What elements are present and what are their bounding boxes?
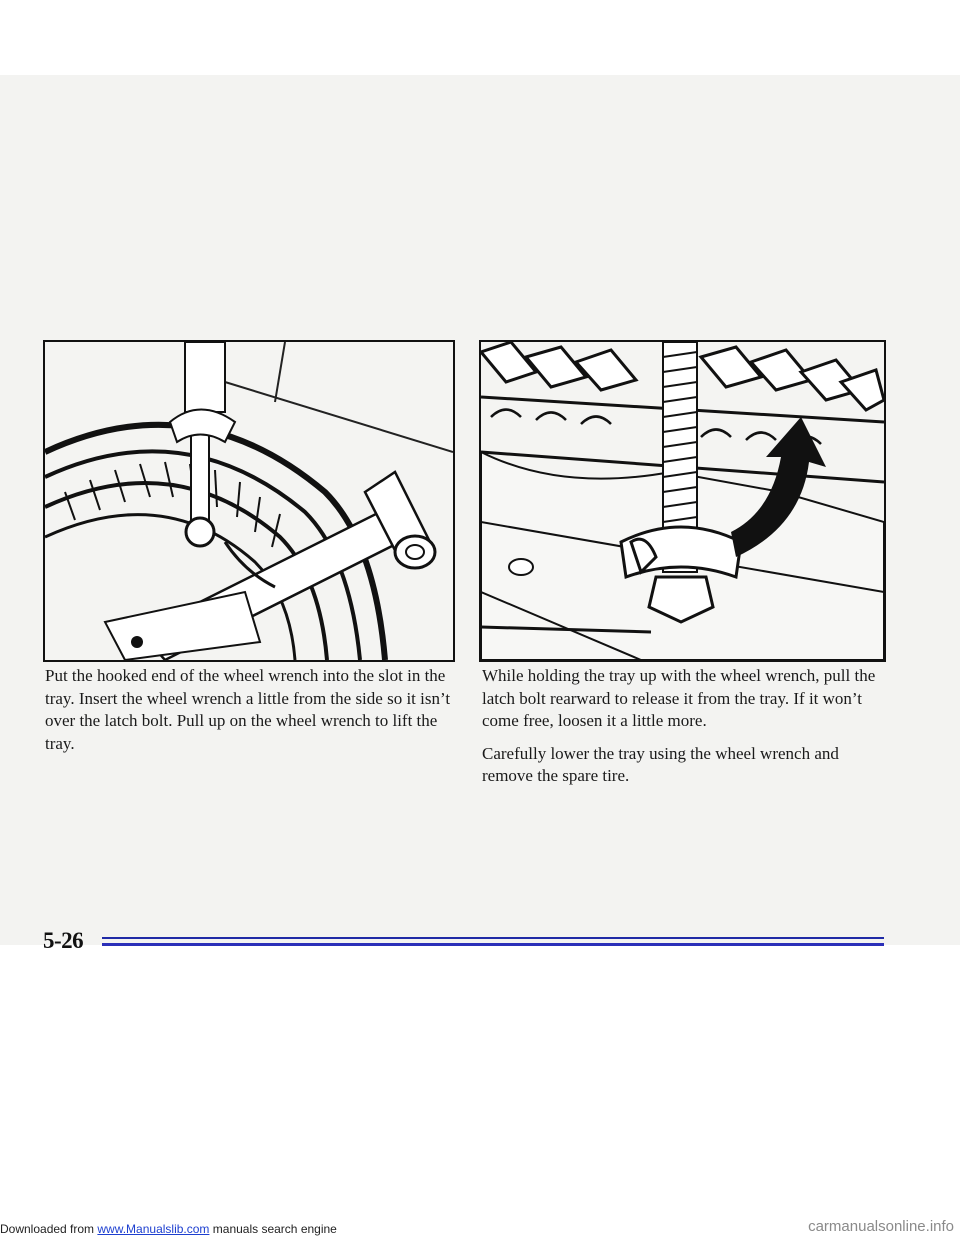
download-suffix: manuals search engine bbox=[209, 1222, 337, 1236]
instruction-paragraph: While holding the tray up with the wheel wrench, pull the latch bolt rearward to release it from the tray. If it won’t come free, loosen it a little more. bbox=[482, 666, 876, 730]
download-note bbox=[0, 1222, 337, 1236]
instruction-paragraph: Put the hooked end of the wheel wrench into the slot in the tray. Insert the wheel wrench a little from the side so it isn’t over the latch bolt. Pull up on the wheel wrench to lift the tray. bbox=[45, 666, 451, 753]
right-text-column bbox=[482, 665, 882, 798]
latch-bolt-illustration bbox=[479, 340, 886, 662]
footer-rule bbox=[102, 937, 884, 939]
wheel-wrench-illustration bbox=[43, 340, 455, 662]
wrench-in-tray-icon bbox=[45, 342, 453, 660]
manualslib-link[interactable]: www.Manualslib.com bbox=[97, 1222, 210, 1236]
footer-rule bbox=[102, 943, 884, 946]
page-number: 5-26 bbox=[43, 928, 84, 953]
instruction-paragraph: Carefully lower the tray using the wheel wrench and remove the spare tire. bbox=[482, 743, 839, 785]
manual-page bbox=[0, 75, 960, 953]
left-text-column bbox=[45, 665, 457, 765]
latch-release-arrow-icon bbox=[481, 342, 884, 660]
footer-brand-watermark: carmanualsonline.info bbox=[808, 1218, 954, 1235]
download-prefix: Downloaded from bbox=[0, 1222, 98, 1236]
